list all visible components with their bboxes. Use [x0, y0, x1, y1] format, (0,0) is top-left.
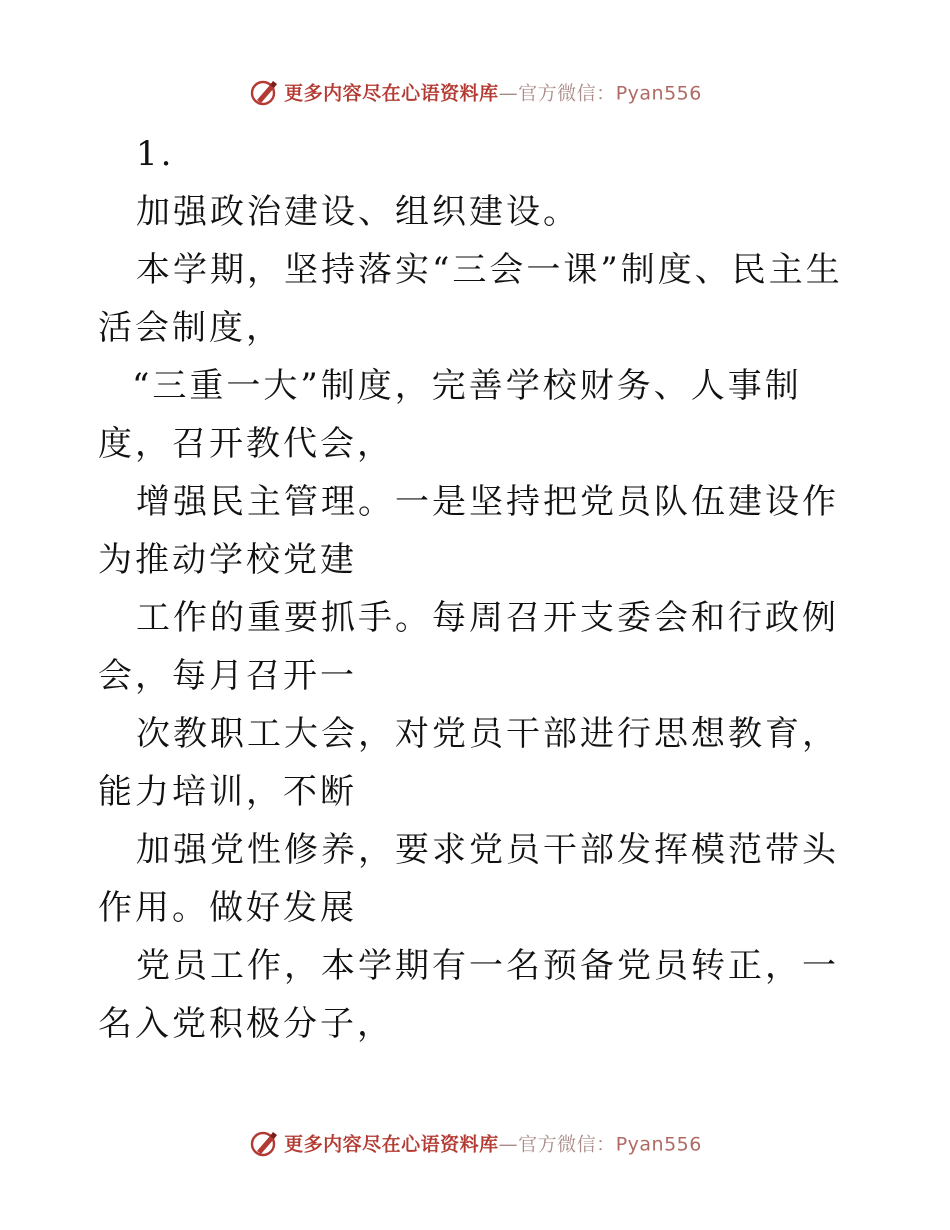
watermark-footer — [0, 1127, 950, 1159]
watermark-wechat-id: Pyan556 — [615, 82, 702, 105]
paragraph: “三重一大”制度，完善学校财务、人事制度，召开教代会， — [98, 366, 802, 464]
watermark-site: 更多内容尽在心语资料库 — [284, 1133, 499, 1156]
paragraph: 加强党性修养，要求党员干部发挥模范带头作用。做好发展 — [98, 830, 839, 928]
paragraph-heading: 加强政治建设、组织建设。 — [136, 192, 580, 232]
paragraph: 党员工作，本学期有一名预备党员转正，一名入党积极分子， — [98, 946, 839, 1044]
watermark-site: 更多内容尽在心语资料库 — [284, 82, 499, 105]
pen-logo-icon — [248, 76, 280, 108]
watermark-dash: — — [498, 1133, 519, 1156]
paragraph: 次教职工大会，对党员干部进行思想教育，能力培训，不断 — [98, 714, 839, 812]
watermark-text — [284, 83, 702, 105]
paragraph: 工作的重要抓手。每周召开支委会和行政例会，每月召开一 — [98, 598, 839, 696]
watermark-dash: — — [498, 82, 519, 105]
watermark-wechat-label: 官方微信： — [518, 82, 616, 105]
watermark-wechat-id: Pyan556 — [615, 1133, 702, 1156]
pen-logo-icon — [248, 1127, 280, 1159]
paragraph-number: 1. — [136, 134, 175, 174]
watermark-wechat-label: 官方微信： — [518, 1133, 616, 1156]
paragraph: 增强民主管理。一是坚持把党员队伍建设作为推动学校党建 — [98, 482, 839, 580]
document-body — [98, 125, 858, 1053]
paragraph: 本学期，坚持落实“三会一课”制度、民主生活会制度， — [98, 250, 843, 348]
watermark-text — [284, 1134, 702, 1156]
watermark-header — [0, 76, 950, 108]
